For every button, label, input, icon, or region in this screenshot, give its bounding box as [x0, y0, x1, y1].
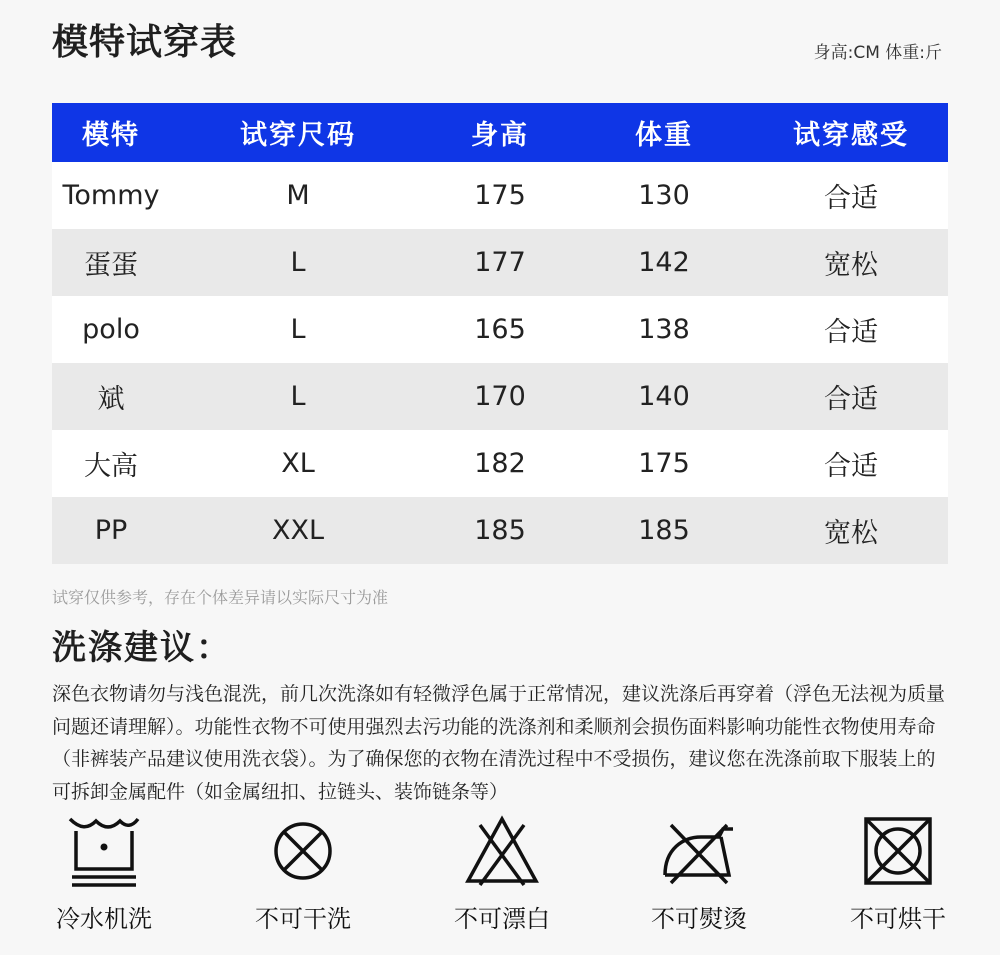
- care-label: 不可熨烫: [651, 905, 747, 933]
- table-row: [52, 296, 948, 363]
- care-item: [442, 815, 562, 934]
- cell-feel: 合适: [824, 183, 878, 214]
- size-table: [52, 103, 948, 564]
- units-note: 身高:CM 体重:斤: [813, 43, 942, 63]
- cell-model: 大高: [84, 451, 138, 482]
- header-weight: 体重: [635, 120, 693, 151]
- care-item: [838, 815, 958, 934]
- cell-height: 182: [474, 448, 526, 479]
- table-row: [52, 363, 948, 430]
- cell-weight: 140: [638, 381, 690, 412]
- care-item: [243, 815, 363, 934]
- cell-size: XL: [281, 448, 315, 479]
- cell-height: 170: [474, 381, 526, 412]
- cell-height: 175: [474, 180, 526, 211]
- fit-disclaimer: 试穿仅供参考，存在个体差异请以实际尺寸为准: [52, 588, 389, 607]
- care-label: 冷水机洗: [56, 905, 152, 933]
- cell-model: 蛋蛋: [84, 250, 138, 281]
- table-header: [52, 103, 948, 162]
- table-row: [52, 497, 948, 564]
- cell-model: Tommy: [62, 180, 160, 211]
- no-dry-clean-icon: [263, 815, 343, 887]
- cell-weight: 185: [638, 515, 690, 546]
- cell-size: L: [290, 247, 306, 278]
- cell-height: 177: [474, 247, 526, 278]
- cell-model: PP: [94, 515, 128, 546]
- table-row: [52, 162, 948, 229]
- table-row: [52, 229, 948, 296]
- cell-model: 斌: [97, 384, 125, 415]
- wash-section-title: 洗涤建议：: [52, 628, 232, 668]
- cell-model: polo: [82, 314, 140, 345]
- header-feel: 试穿感受: [793, 120, 909, 151]
- cell-size: XXL: [271, 515, 325, 546]
- cell-weight: 142: [638, 247, 690, 278]
- cell-weight: 138: [638, 314, 690, 345]
- care-label: 不可漂白: [454, 905, 550, 933]
- cell-size: M: [286, 180, 310, 211]
- cell-size: L: [290, 314, 306, 345]
- cell-size: L: [290, 381, 306, 412]
- no-bleach-icon: [462, 815, 542, 887]
- care-item: [639, 815, 759, 934]
- cell-feel: 宽松: [824, 250, 878, 281]
- cold-machine-wash-icon: [64, 815, 144, 887]
- cell-feel: 合适: [824, 451, 878, 482]
- no-tumble-dry-icon: [858, 815, 938, 887]
- cell-height: 165: [474, 314, 526, 345]
- cell-feel: 宽松: [824, 518, 878, 549]
- cell-weight: 175: [638, 448, 690, 479]
- page-title: 模特试穿表: [52, 22, 238, 63]
- care-label: 不可烘干: [850, 905, 946, 933]
- cell-height: 185: [474, 515, 526, 546]
- table-row: [52, 430, 948, 497]
- wash-instructions: 深色衣物请勿与浅色混洗，前几次洗涤如有轻微浮色属于正常情况，建议洗涤后再穿着（浮色无法视为质量问题还请理解）。功能性衣物不可使用强烈去污功能的洗涤剂和柔顺剂会损伤面料影响功能性衣物使用寿命（非裤装产品建议使用洗衣袋）。为了确保您的衣物在清洗过程中不受损伤，建议您在洗涤前取下服装上的可拆卸金属配件（如金属纽扣、拉链头、装饰链条等）: [52, 683, 946, 803]
- cell-feel: 合适: [824, 317, 878, 348]
- care-item: [44, 815, 164, 934]
- header-size: 试穿尺码: [240, 120, 356, 151]
- care-label: 不可干洗: [255, 905, 351, 933]
- no-iron-icon: [657, 815, 741, 887]
- cell-feel: 合适: [824, 384, 878, 415]
- cell-weight: 130: [638, 180, 690, 211]
- header-model: 模特: [82, 120, 140, 151]
- header-height: 身高: [471, 120, 529, 151]
